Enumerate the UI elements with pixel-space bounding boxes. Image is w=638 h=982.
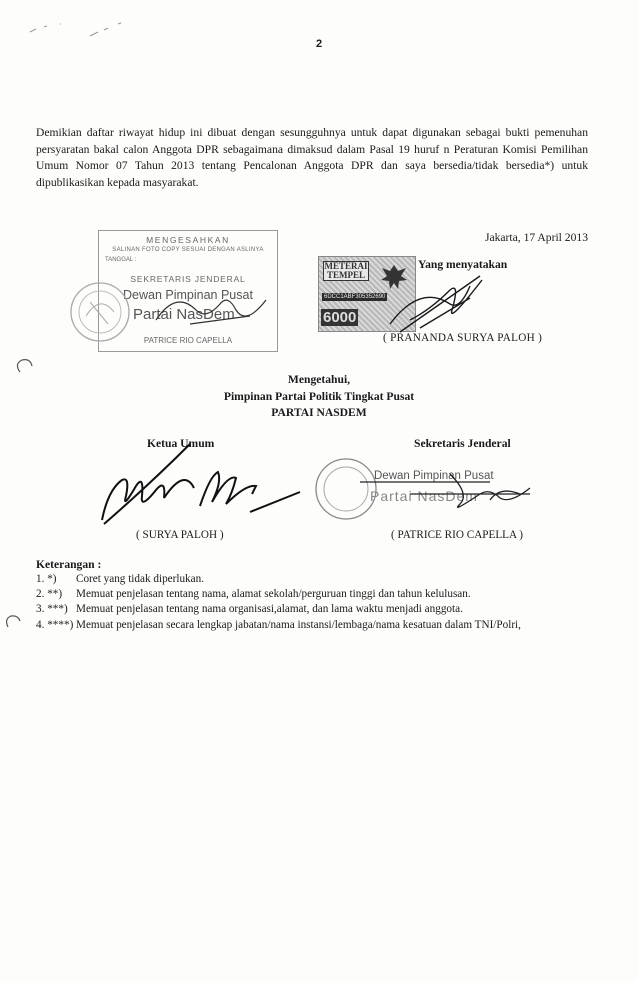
page-number: 2 — [315, 38, 323, 50]
stamp-title: MENGESAHKAN — [146, 235, 230, 245]
declarant-label: Yang menyatakan — [418, 258, 508, 271]
party-stamp-org-line2: Partai NasDem — [370, 488, 478, 504]
note-item — [36, 619, 521, 631]
stamp-org-line1: Dewan Pimpinan Pusat — [123, 288, 253, 302]
note-item — [36, 588, 471, 600]
notes-title: Keterangan : — [36, 558, 102, 571]
note-item — [36, 573, 204, 585]
note-item — [36, 603, 463, 615]
note-text: Memuat penjelasan tentang nama organisasi,alamat, dan lama waktu menjadi anggota. — [76, 603, 463, 615]
party-stamp-org-line1: Dewan Pimpinan Pusat — [374, 470, 494, 482]
duty-stamp-serial: 6DCC1ABF305352690 — [324, 294, 386, 300]
declaration-paragraph: Demikian daftar riwayat hidup ini dibuat dengan sesungguhnya untuk dapat digunakan sebagai bukti pemenuhan persyaratan bakal calon Anggota DPR sebagaimana dimaksud dalam Pasal 19 huruf n Peraturan Komisi Pemilihan Umum Nomor 07 Tahun 2013 tentang Pencalonan Anggota DPR dan saya bersedia/tidak bersedia*) untuk dipublikasikan kepada masyarakat. — [36, 126, 588, 189]
note-text: Memuat penjelasan secara lengkap jabatan/nama instansi/lembaga/nama kesatuan dalam TNI/Polri, — [76, 619, 521, 631]
secretary-general-signature-icon — [350, 470, 550, 520]
duty-stamp-value: 6000 — [323, 309, 357, 326]
secretary-title: Sekretaris Jenderal — [414, 437, 511, 450]
note-number: 3. ***) — [36, 603, 68, 615]
stamp-copy-note: SALINAN FOTO COPY SESUAI DENGAN ASLINYA — [112, 247, 264, 253]
declarant-name: ( PRANANDA SURYA PALOH ) — [383, 332, 543, 344]
acknowledgement-heading: Mengetahui, — [287, 373, 351, 386]
note-number: 1. *) — [36, 573, 57, 585]
note-number: 4. ****) — [36, 619, 74, 631]
stamp-date-label: TANGGAL : — [105, 257, 137, 263]
stamp-signatory: PATRICE RIO CAPELLA — [143, 336, 233, 345]
secretary-name: ( PATRICE RIO CAPELLA ) — [391, 529, 523, 541]
acknowledgement-body: Pimpinan Partai Politik Tingkat Pusat — [223, 390, 415, 403]
chair-name: ( SURYA PALOH ) — [136, 529, 224, 541]
note-text: Memuat penjelasan tentang nama, alamat sekolah/perguruan tinggi dan tahun kelulusan. — [76, 588, 471, 600]
note-text: Coret yang tidak diperlukan. — [76, 573, 205, 585]
note-number: 2. **) — [36, 588, 63, 600]
party-name: PARTAI NASDEM — [271, 406, 367, 419]
chair-signature-icon — [80, 440, 310, 530]
declarant-signature-icon — [380, 262, 500, 342]
secretary-signature-icon — [150, 280, 280, 340]
stamp-org-line2: Partai NasDem — [133, 306, 235, 323]
round-seal-icon — [60, 272, 140, 352]
stamp-secretary: SEKRETARIS JENDERAL — [130, 274, 246, 284]
duty-stamp-label: METERAI TEMPEL — [324, 261, 368, 280]
place-date: Jakarta, 17 April 2013 — [484, 231, 588, 244]
chair-title: Ketua Umum — [147, 437, 215, 450]
